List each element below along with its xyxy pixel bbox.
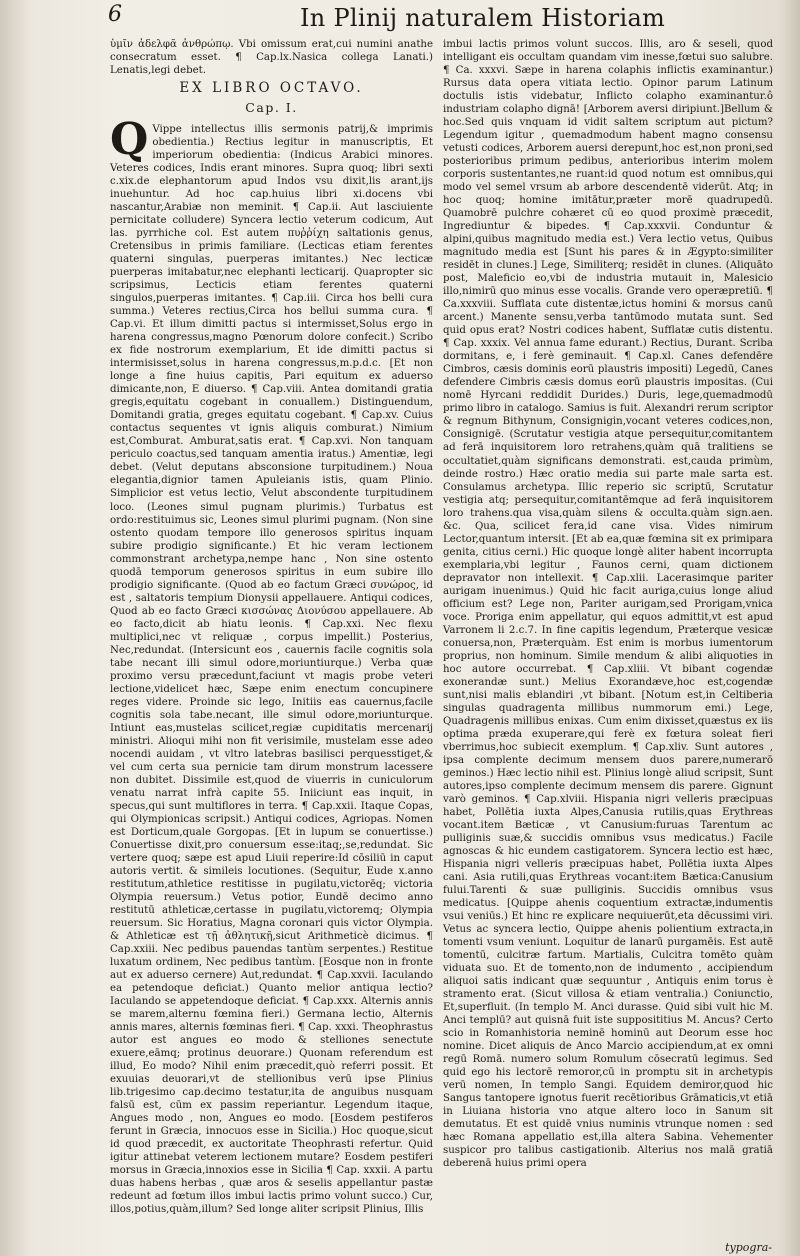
left-column-body <box>110 114 433 1216</box>
catchword: typogra- <box>725 1241 772 1254</box>
page-number: 6 <box>108 2 122 27</box>
running-title: In Plinij naturalem Historiam <box>300 4 666 32</box>
page-header <box>0 0 800 30</box>
section-heading: EX LIBRO OCTAVO. <box>179 80 364 97</box>
right-column <box>443 38 773 1242</box>
left-column-lead: ὑμῖν ἀδελφᾶ ἀνθρώπῳ. Vbi omissum erat,cui numini anathe consecratum esset. ¶ Cap.lx.Nasica collega Lanati.) Lenatis,legi debet. <box>110 39 437 77</box>
right-column-body: imbui lactis primos volunt succos. Illis, aro & seseli, quod intelligant eis occultam quandam vim inesse,fœtui suo salubre. ¶ Ca. xxxvi. Sæpe in harena colaphis inflictis examinantur.) Rursus data opera vitiata lectio. Opinor parum Latinum doctulis istis videbatur, Inflicto colapho examinantur.ô industriam colapho dignā! [Arborem aversi diripiunt.]Bellum & hoc.Sed quis vnquam id vidit saltem scriptum aut pictum? Legendum igitur , quemadmodum habent magno consensu vetusti codices, Arborem auersi derepunt,hoc est,non proni,sed posterioribus primum pedibus, anterioribus interim molem corporis sustentantes,ne ruant:id quod notum est omnibus,qui modo vel semel vrsum ab arbore descendentē viderūt. Atq; in hoc quoq; homine imitātur,præter morē quadrupedū. Quamobrē pulchre cohæret cū eo quod proximè præcedit, Ingrediuntur & bipedes. ¶ Cap.xxxvii. Conduntur & alpini,quibus magnitudo media est.) Vera lectio vetus, Quibus magnitudo media est [Sunt his pares & in Ægypto:similiter residēt in clunes.] Lege, Similiterq; residēt in clunes. (Aliquāto post, Maleficio eo,vbi de industria mutauit in, Malesicio illo,nimirū quo minus esse vocalis. Grande vero operæpretiū. ¶ Ca.xxxviii. Sufflata cute distentæ,ictus homini & morsus canū arcent.) Manente sensu,verba tantūmodo mutata sunt. Sed quid opus erat? Nostri codices habent, Sufflatæ cutis distentu. ¶ Cap. xxxix. Vel annua fame edurant.) Rectius, Durant. Scriba dormitans, e, i ferè geminauit. ¶ Cap.xl. Canes defendēre Cimbros, cæsis dominis eorū plaustris impositi) Legedū, Canes defendere Cimbris cæsis domus eorū plaustris impositas. (Cui nomē Hyrcani reddidit Durides.) Duris, lege,quemadmodū primo libro in catalogo. Samius is fuit. Alexandri rerum scriptor & regnum Bithynum, Consignigin,vocant veteres codices,non, Consignigē. (Scrutatur vestigia atque persequitur,comitantem ad ferā inquisitorem loro retrahens,quàm quā tralitiens se occultatiet,quàm significans demonstrati. est,cauda primùm, deinde rostro.) Hæc oratio media sui parte male sarta est. Consulamus archetypa. Illic reperio sic scriptū, Scrutatur vestigia atq; persequitur,comitantēmque ad ferā inquisitorem loro trahens.qua visa,quàm silens & occulta.quàm sign.aen. &c. Qua, scilicet fera,id cane visa. Vides nimirum Lector,quantum intersit. [Et ab ea,quæ fœmina sit ex primipara genita, citius cerni.) Hic quoque longè aliter habent incorrupta exemplaria,vbi legitur , Faunos cerni, quam dictionem depravator non intellexit. ¶ Cap.xlii. Lacerasimque pariter aurigam inuenimus.) Quid hic facit auriga,cuius longe aliud officium est? Lege non, Pariter aurigam,sed Prorigam,vnica voce. Proriga enim appellatur, qui equos admittit,vt est apud Varronem li 2.c.7. In fine capitis legendum, Præterque vesicæ conuersa,non, Præterquàm. Est enim is morbus iumentorum proprius, non hominum. Simile mendum & alibi aliquoties in hoc autore occurrebat. ¶ Cap.xliii. Vt bibant cogendæ exonerandæ sunt.) Melius Exorandæve,hoc est,cogendæ sunt,nisi malis eblandiri ,vt bibant. [Notum est,in Celtiberia singulas quadragenta millibus nummorum emi.) Lege, Quadragenis millibus enixas. Cum enim dixisset,quæstus ex iis optima præda exuperare,qui ferè ex fœtura soleat fieri vberrimus,hoc subiecit exemplum. ¶ Cap.xliv. Sunt autores , ipsa complente decimum mensem duos parere,numerarō geminos.) Hæc lectio nihil est. Plinius longè aliud scripsit, Sunt autores,ipso complente decimum mensem dis parere. Gignunt varò geminos. ¶ Cap.xlviii. Hispania nigri velleris præcipuas habet, Pollētia iuxta Alpes,Canusia rutilis,quas Erythreas vocant.item Bæticæ , vt Canusium:furuas Tarentum ac pulliginis suæ,& succidis omnibus vsus medicatus.) Facile agnoscas & hic eundem castigatorem. Syncera lectio est hæc, Hispania nigri velleris præcipuas habet, Pollētia iuxta Alpes cani. Asia rutili,quas Erythreas vocant:item Bætica:Canusium fului.Tarenti & suæ pulliginis. Succidis omnibus vsus medicatus. [Quippe ahenis coquentium extractæ,indumentis vsui veniūs.) Et hinc re explicare nequiuerūt,eta dēcussimi viri. Vetus ac syncera lectio, Quippe ahenis polientium extracta,in tomenti vsum veniunt. Loquitur de lanarū purgamēis. Est autē tomentū, culcitræ fartum. Martialis, Culcitra tomēto quàm viduata suo. Et de tomento,non de indumento , accipiendum aliquoi satis indicant quæ sequuntur , Antiquis enim torus è stramento erat. (Sicut villosa & etiam ventralia.) Coniunctio, Et,superfluit. (In templo M. Anci durasse. Quid sibi vult hic M. Anci templū? aut quisnā fuit iste supposititius M. Ancus? Certo scio in Romanhistoria neminē hominū aut Deorum esse hoc nomine. Dicet aliquis de Anco Marcio accipiendum,at ex omni regū Romā. numero solum Romulum cōsecratū legimus. Sed quid ego his lectorē remoror,cū in promptu sit in archetypis verū nomen, In templo Sangi. Equidem demiror,quod hic Sangus tantopere ignotus fuerit recētioribus Grāmaticis,vt etiā in Liuiana historia vno atque altero loco in Sanum sit demutatus. Et est quidē vnius numinis vtrunque nomen : sed hæc Romana appellatio est,illa altera Sabina. Vehementer suspicor pro talibus castigationib. Alterius nos malā gratiā deberenā huius primi opera <box>443 39 774 1170</box>
left-column-text: Vippe intellectus illis sermonis patrij,& imprimis obedientia.) Rectius legitur in manuscriptis, Et imperiorum obedientia: (Indicus Arabici minores. Veteres codices, Indis erant minores. Supra quoq; libri sexti c.xix.de elephantorum apud Indos vsu dixit,lis arant,ijs inuehuntur. Ad hoc cap.huius libri xi.docens vbi nascantur,Arabiæ non meminit. ¶ Cap.ii. Aut lasciuiente pernicitate colludere) Syncera lectio veterum codicum, Aut las. pyrrhiche col. Est autem πυῤῥίχη saltationis genus, Cretensibus in primis familiare. (Lecticas etiam ferentes quaterni singulas, puerperas imitantes.) Nec lecticæ puerperas imitabatur,nec elephanti lecticarij. Quapropter sic scripsimus, Lecticis etiam ferentes quaterni singulos,puerperas imitantes. ¶ Cap.iii. Circa hos belli cura summa.) Veteres rectius,Circa hos bellui summa cura. ¶ Cap.vi. Et illum dimitti pactus si intermisset,Solus ergo in harena congressus,magno Pœnorum dolore confecit.) Scribo ex fide nostrorum exemplarium, Et ide dimitti pactus si intermisisset,solus in harena congressus,m.p.d.c. [Et non longe a fine huius capitis, Pari equitum ex aduerso dimicante,non, E diuerso. ¶ Cap.viii. Antea domitandi gratia gregis,equitatu cogebant in conuallem.) Distinguendum, Domitandi gratia, greges equitatu cogebant. ¶ Cap.xv. Cuius contactus sequentes vt ignis aliquis comburat.) Nimium est,Comburat. Amburat,satis erat. ¶ Cap.xvi. Non tanquam periculo coactus,sed tanquam amentia iratus.) Amentiæ, legi debet. (Velut deputans absconsione turpitudinem.) Noua elegantia,dignior tamen Apuleianis istis, quam Plinio. Simplicior est vetus lectio, Velut abscondente turpitudinem loco. (Leones simul pugnam plurimis.) Turbatus est ordo:restituimus sic, Leones simul plurimi pugnam. (Non sine ostento quodam tempore illo generosos spiritus inquam subire prodigio significante.) Et hic veram lectionem commonstrant archetypa,nempe hanc , Non sine ostento quodā temporum generosos spiritus in eum subire illo prodigio significante. (Quod ab eo factum Græci συνώρος, id est , saltatoris tempium Dionysii appellauere. Antiqui codices, Quod ab eo facto Græci κισσώνας Διονύσου appellauere. Ab eo facto,dicit ab hiatu leonis. ¶ Cap.xxi. Nec flexu multiplici,nec vt reliquæ , corpus impellit.) Posterius, Nec,redundat. (Intersicunt eos , cauernis facile cognitis sola tabe necant illi simul odore,moriuntiurque.) Verba quæ proximo versu præcedunt,faciunt vt magis probe veteri lectione,videlicet hæc, Sæpe enim enectum concupinere reges videre. Proinde sic lego, Initiis eas cauernus,facile cognitis sola tabe.necant, ille simul odore,moriunturque. Intiunt eas,mustelas scilicet,regiæ cupiditatis mercenarij ministri. Alioqui mihi non fit verisimile, mustelam esse adeo nocendi auidam , vt vltro latebras basilisci perquesstiget,& vel cum certa sua pernicie tam dirum monstrum lacessere non dubitet. Dissimile est,quod de viuerris in cuniculorum venatu narrat infrà capite 55. Iniiciunt eas inquit, in specus,qui sunt multiflores in terra. ¶ Cap.xxii. Itaque Copas, qui Olympionicas scripsit.) Antiqui codices, Agriopas. Nomen est Dorticum,quale Gorgopas. [Et in lupum se conuertisse.) Conuertisse dixit,pro conuersum esse:itaq;,se,redundat. Sic vertere quoq; sæpe est apud Liuii reperire:Id cōsiliū in caput autoris vertit. & simileis locutiones. (Sequitur, Eude x.anno restitutum,athletice restitisse in pugilatu,victorēq; victoria Olympia reuersum.) Vetus potior, Eundē decimo anno restitutū athleticæ,certasse in pugilatu,victoremq; Olympia reuersum. Sic Horatius, Magna coronari quis victor Olympia. & Athleticæ est τῇ ἀθλητικῇ,sicut Arithmeticè dicimus. ¶ Cap.xxiii. Nec pedibus pauendas tantùm serpentes.) Restitue luxatum ordinem, Nec pedibus tantùm. [Eosque non in fronte aut ex aduerso cernere) Aut,redundat. ¶ Cap.xxvii. Iaculando ea petendoque deficiat.) Quanto melior antiqua lectio? Iaculando se appetendoque deficiat. ¶ Cap.xxx. Alternis annis se marem,alternu fœmina fieri.) Germana lectio, Alternis annis mares, alternis fœminas fieri. ¶ Cap. xxxi. Theophrastus autor est angues eo modo & stelliones senectute exuere,eāmq; protinus deuorare.) Quonam referendum est illud, Eo modo? Nihil enim præcedit,quò referri possit. Et exuuias deuorari,vt de stellionibus verū ipse Plinius lib.trigesimo cap.decimo testatur,ita de anguibus nusquam falsū est, cūm ex passim reperiantur. Legendum itaque, Angues modo , non, Angues eo modo. [Eosdem pestiferos ferunt in Græcia, innocuos esse in Sicilia.) Hoc quoque,sicut id quod præcedit, ex auctoritate Theophrasti refertur. Quid igitur attinebat veterem lectionem mutare? Eosdem pestiferi morsus in Græcia,innoxios esse in Sicilia ¶ Cap. xxxii. A partu duas habens herbas , quæ aros & seselis appellantur pastæ redeunt ad fœtum illos imbui lactis primo volunt succo.) Cur, illos,potius,quàm,illum? Sed longe aliter scripsit Plinius, Illis <box>110 124 433 1216</box>
left-column <box>110 38 437 1242</box>
drop-cap: Q <box>110 114 149 166</box>
chapter-heading: Cap. I. <box>245 100 298 116</box>
